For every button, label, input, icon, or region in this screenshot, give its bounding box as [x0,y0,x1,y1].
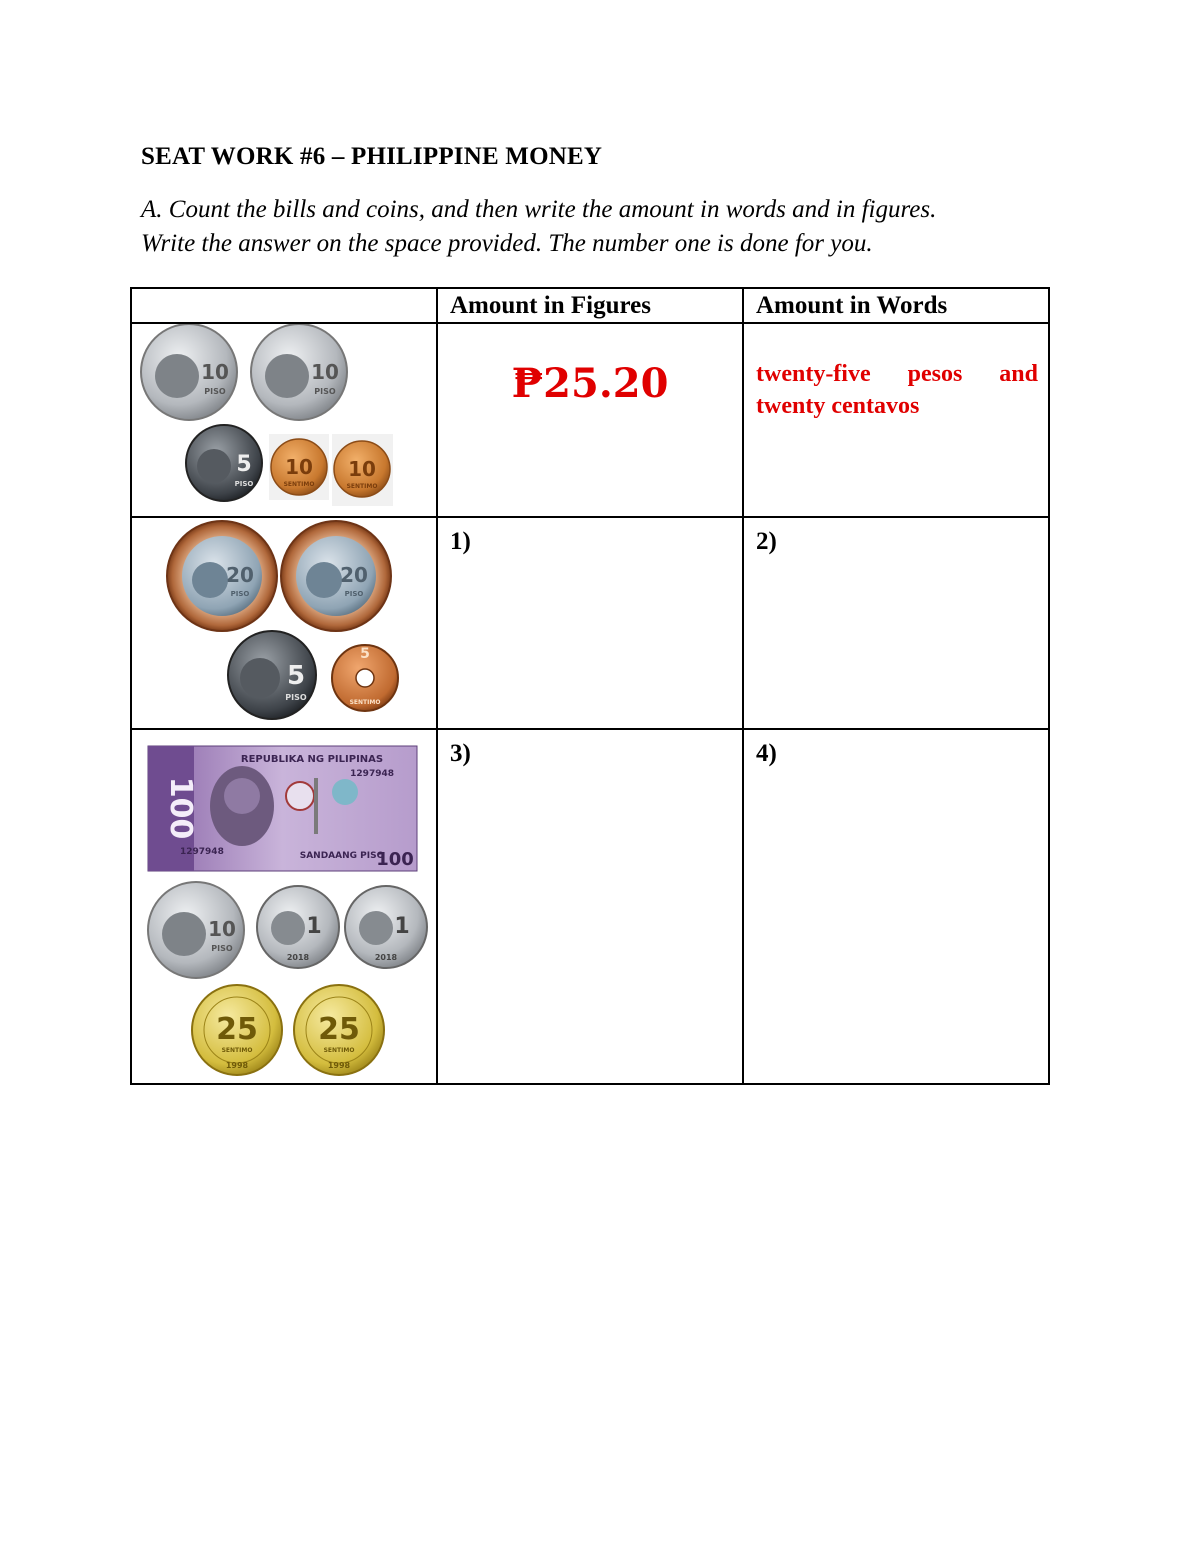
coin-unit: SENTIMO [221,1047,253,1054]
instructions [141,193,1101,261]
table-row-example [131,323,1049,517]
instructions-line-2: Write the answer on the space provided. The number one is done for you. [141,230,873,257]
coin-denomination: 20 [340,563,368,587]
header-amount-words: Amount in Words [743,288,1049,323]
answer-3-cell[interactable] [437,729,743,1084]
twenty-peso-coin-icon [167,521,277,631]
ten-peso-coin-icon [148,882,244,978]
coin-denomination: 5 [360,646,370,662]
row-1-money-cell [131,517,437,729]
ten-peso-coin-icon [251,324,347,420]
table-row-2 [131,729,1049,1084]
coin-unit: PISO [314,387,336,396]
coin-unit: SENTIMO [323,1047,355,1054]
five-peso-coin-icon [228,631,316,719]
instructions-line-1: A. Count the bills and coins, and then write the amount in words and in figures. [141,196,937,223]
row-1-coins-illustration [132,518,436,728]
coin-year: 2018 [286,953,310,962]
twenty-five-sentimo-coin-icon [192,985,282,1075]
coin-denomination: 10 [285,455,313,479]
coin-denomination: 10 [208,917,236,941]
coin-year: 1998 [327,1061,351,1070]
answer-1-cell[interactable] [437,517,743,729]
coin-denomination: 1 [306,914,322,939]
example-words-cell [743,323,1049,517]
bill-header: REPUBLIKA NG PILIPINAS [240,754,384,765]
example-amount-words: twenty-five pesos and twenty centavos [756,361,1038,419]
answer-4-cell[interactable] [743,729,1049,1084]
bill-name: SANDAANG PISO [299,851,385,861]
coin-denomination: 10 [348,457,376,481]
example-amount-figures: ₱25.20 [511,360,669,407]
row-2-money-illustration [132,730,436,1083]
hundred-peso-bill-icon [148,746,417,871]
coin-unit: PISO [211,944,233,953]
page-title: SEAT WORK #6 – PHILIPPINE MONEY [141,143,603,170]
coin-denomination: 25 [216,1012,258,1047]
header-items [131,288,437,323]
coin-denomination: 20 [226,563,254,587]
table-header-row [131,288,1049,323]
example-figures-cell [437,323,743,517]
five-sentimo-coin-icon [332,645,398,711]
one-peso-coin-icon [345,886,427,968]
answer-2-cell[interactable] [743,517,1049,729]
twenty-five-sentimo-coin-icon [294,985,384,1075]
coin-unit: SENTIMO [283,481,315,488]
five-peso-coin-icon [186,425,262,501]
answer-4-label: 4) [756,740,777,767]
coin-denomination: 5 [286,661,306,691]
coin-unit: PISO [234,480,254,488]
coin-denomination: 10 [311,360,339,384]
coin-unit: SENTIMO [346,483,378,490]
coin-unit: SENTIMO [349,699,381,706]
header-amount-figures: Amount in Figures [437,288,743,323]
bill-serial-lower: 1297948 [180,847,224,857]
coin-year: 1998 [225,1061,249,1070]
ten-sentimo-coin-icon [269,434,329,500]
twenty-peso-coin-icon [281,521,391,631]
coin-denomination: 1 [394,914,410,939]
answer-2-label: 2) [756,528,777,555]
coin-unit: PISO [285,693,307,702]
coin-unit: PISO [204,387,226,396]
table-row-1 [131,517,1049,729]
example-money-cell [131,323,437,517]
coin-unit: PISO [344,590,364,598]
coin-denomination: 5 [236,452,252,477]
worksheet-table [130,287,1050,1085]
ten-peso-coin-icon [141,324,237,420]
one-peso-coin-icon [257,886,339,968]
coin-denomination: 10 [201,360,229,384]
bill-denomination-vertical: 100 [163,776,198,840]
bill-serial: 1297948 [350,769,394,779]
coin-year: 2018 [374,953,398,962]
row-2-money-cell [131,729,437,1084]
coin-denomination: 25 [318,1012,360,1047]
bill-denomination: 100 [376,849,414,870]
answer-1-label: 1) [450,528,471,555]
example-coins-illustration [132,324,436,516]
answer-3-label: 3) [450,740,471,767]
ten-sentimo-coin-icon [332,434,393,506]
coin-unit: PISO [230,590,250,598]
